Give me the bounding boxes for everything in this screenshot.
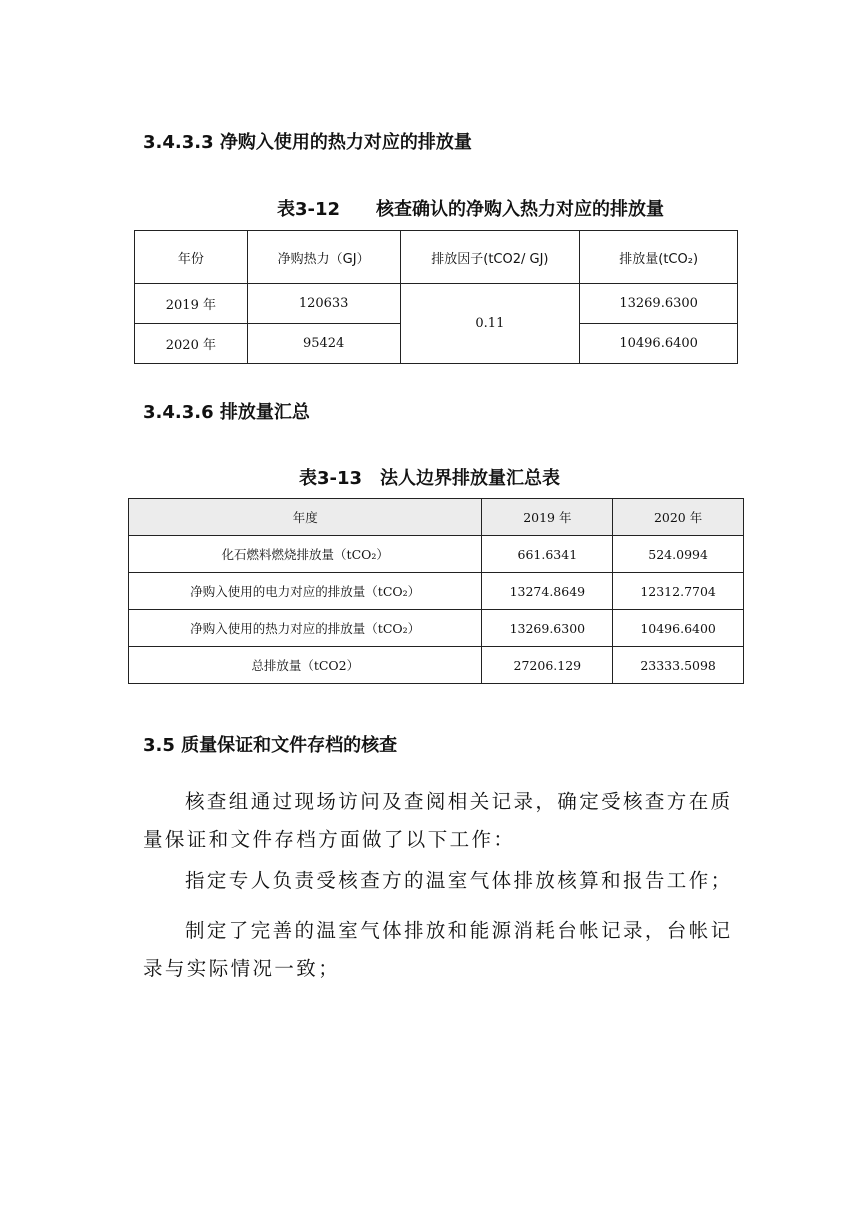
cell-2020: 12312.7704 [613,573,744,610]
table-row [135,284,738,324]
cell-label: 净购入使用的热力对应的排放量（tCO₂） [129,610,482,647]
table-row [129,536,744,573]
cell-2020: 524.0994 [613,536,744,573]
cell-emission: 13269.6300 [580,284,738,324]
header-2019: 2019 年 [482,499,613,536]
table-3-12 [134,230,738,364]
header-net-heat: 净购热力（GJ） [247,231,400,284]
cell-heat: 95424 [247,324,400,364]
cell-label: 净购入使用的电力对应的排放量（tCO₂） [129,573,482,610]
cell-year: 2019 年 [135,284,248,324]
table-row-total [129,647,744,684]
cell-heat: 120633 [247,284,400,324]
cell-2019: 661.6341 [482,536,613,573]
table-3-12-caption: 表3-12 核查确认的净购入热力对应的排放量 [277,199,665,220]
cell-2019: 13274.8649 [482,573,613,610]
table-header-row [129,499,744,536]
cell-factor: 0.11 [400,284,580,364]
header-year: 年份 [135,231,248,284]
cell-2019: 27206.129 [482,647,613,684]
cell-year: 2020 年 [135,324,248,364]
paragraph: 制定了完善的温室气体排放和能源消耗台帐记录，台帐记录与实际情况一致； [143,919,733,980]
paragraph: 指定专人负责受核查方的温室气体排放核算和报告工作； [185,869,733,892]
header-emissions: 排放量(tCO₂) [580,231,738,284]
header-emission-factor: 排放因子(tCO2/ GJ) [400,231,580,284]
cell-emission: 10496.6400 [580,324,738,364]
paragraph: 核查组通过现场访问及查阅相关记录，确定受核查方在质量保证和文件存档方面做了以下工作： [143,790,733,851]
table-row [129,573,744,610]
section-heading-3-4-3-3: 3.4.3.3 净购入使用的热力对应的排放量 [143,132,472,153]
header-2020: 2020 年 [613,499,744,536]
cell-2019: 13269.6300 [482,610,613,647]
cell-label: 化石燃料燃烧排放量（tCO₂） [129,536,482,573]
table-header-row [135,231,738,284]
cell-2020: 10496.6400 [613,610,744,647]
header-category: 年度 [129,499,482,536]
table-3-13 [128,498,744,684]
cell-label: 总排放量（tCO2） [129,647,482,684]
cell-2020: 23333.5098 [613,647,744,684]
table-3-13-caption: 表3-13 法人边界排放量汇总表 [299,468,561,489]
section-heading-3-4-3-6: 3.4.3.6 排放量汇总 [143,402,310,423]
section-heading-3-5: 3.5 质量保证和文件存档的核查 [143,735,398,756]
table-row [129,610,744,647]
